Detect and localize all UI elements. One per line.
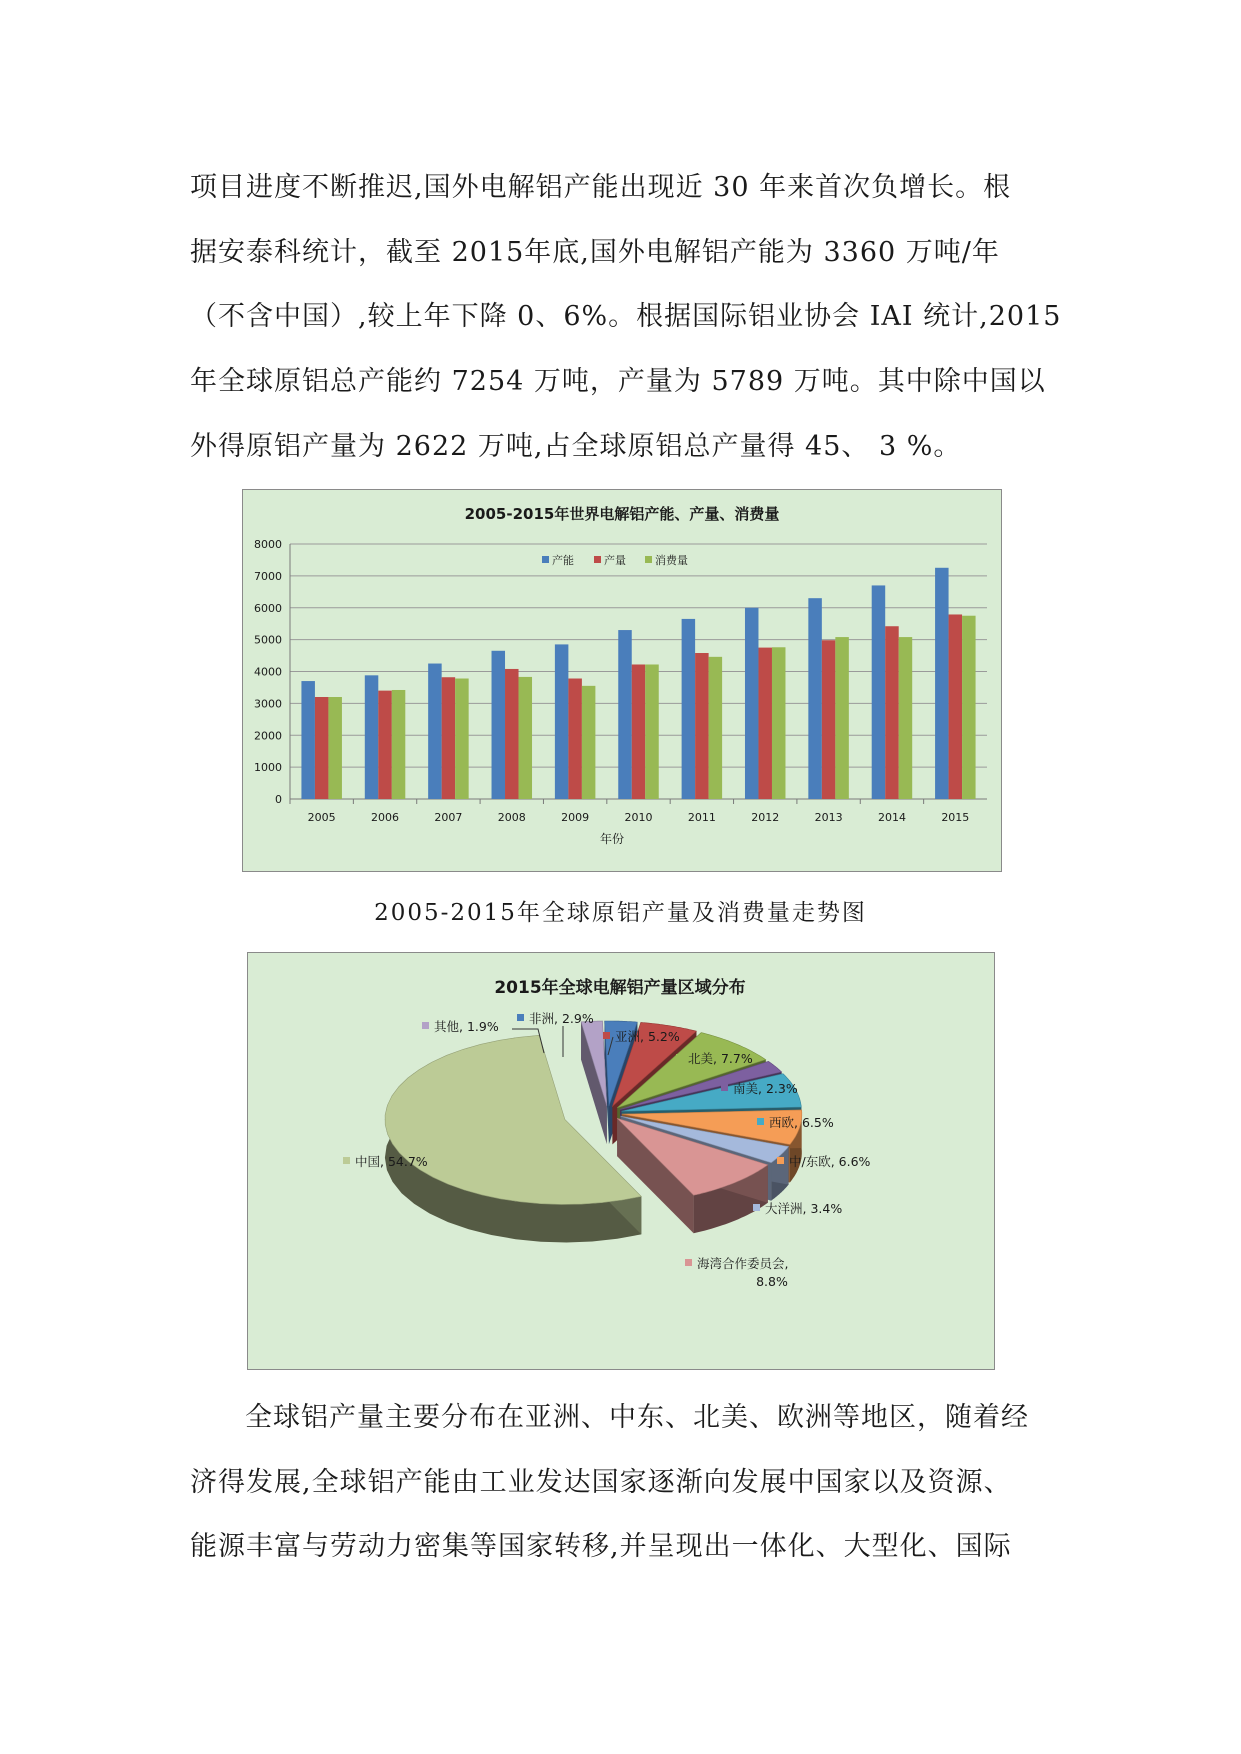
bar-消费量-2015	[962, 616, 976, 799]
pie-label: 南美, 2.3%	[733, 1081, 798, 1096]
bar-产能-2009	[555, 644, 569, 799]
bar-消费量-2011	[709, 657, 723, 799]
pie-label-swatch	[676, 1054, 683, 1061]
chart-title: 2005-2015年世界电解铝产能、产量、消费量	[464, 505, 780, 523]
x-tick-label: 2014	[877, 811, 906, 824]
legend-swatch	[594, 556, 601, 563]
bar-产量-2007	[442, 677, 456, 799]
bar-消费量-2009	[582, 686, 596, 799]
x-tick-label: 2008	[497, 811, 526, 824]
paragraph-line: 年全球原铝总产能约 7254 万吨，产量为 5789 万吨。其中除中国以	[190, 366, 1046, 397]
legend-label: 产量	[604, 554, 626, 567]
figure-caption: 2005-2015年全球原铝产量及消费量走势图	[374, 900, 867, 926]
legend-label: 消费量	[655, 554, 688, 567]
pie-label-swatch	[603, 1032, 610, 1039]
bar-产量-2006	[378, 691, 392, 799]
paragraph-line: 据安泰科统计，截至 2015年底,国外电解铝产能为 3360 万吨/年	[190, 237, 1000, 268]
x-tick-label: 2007	[434, 811, 463, 824]
y-tick-label: 0	[275, 793, 282, 806]
y-tick-label: 3000	[254, 697, 282, 711]
bar-产量-2014	[885, 626, 899, 799]
pie-label: 其他, 1.9%	[434, 1019, 499, 1034]
paragraph-line: 济得发展,全球铝产能由工业发达国家逐渐向发展中国家以及资源、	[190, 1467, 1012, 1498]
x-tick-label: 2005	[307, 811, 336, 824]
pie-chart	[247, 952, 995, 1370]
chart-title: 2015年全球电解铝产量区域分布	[494, 978, 746, 998]
bar-产量-2010	[632, 664, 646, 799]
bar-产量-2012	[758, 648, 772, 799]
pie-label: 大洋洲, 3.4%	[765, 1201, 843, 1216]
pie-label-swatch	[757, 1118, 764, 1125]
pie-label: 中/东欧, 6.6%	[789, 1154, 871, 1169]
pie-label-swatch	[685, 1259, 692, 1266]
bar-产量-2008	[505, 669, 518, 799]
paragraph-line: 全球铝产量主要分布在亚洲、中东、北美、欧洲等地区，随着经	[245, 1402, 1029, 1433]
paragraph-line: 外得原铝产量为 2622 万吨,占全球原铝总产量得 45、 3 %。	[190, 431, 962, 462]
y-tick-label: 5000	[254, 633, 282, 647]
bar-产能-2015	[935, 568, 949, 799]
x-tick-label: 2015	[941, 811, 970, 824]
y-tick-label: 7000	[254, 569, 282, 583]
pie-label-swatch	[343, 1157, 350, 1164]
pie-chart-canvas	[248, 953, 994, 1369]
bar-产量-2011	[695, 653, 709, 799]
pie-label: 北美, 7.7%	[688, 1051, 753, 1066]
pie-label-swatch	[517, 1014, 524, 1021]
bar-chart	[242, 489, 1002, 872]
bar-产量-2013	[822, 640, 836, 799]
bar-消费量-2014	[899, 637, 913, 799]
legend-swatch	[645, 556, 652, 563]
bar-产量-2009	[568, 679, 582, 799]
y-tick-label: 1000	[254, 761, 282, 775]
paragraph-line: 项目进度不断推迟,国外电解铝产能出现近 30 年来首次负增长。根	[190, 172, 1012, 203]
bar-消费量-2013	[835, 637, 849, 799]
bar-chart-canvas	[243, 490, 1001, 871]
y-tick-label: 8000	[254, 538, 282, 551]
bar-产能-2006	[365, 675, 379, 799]
bar-产能-2011	[682, 619, 696, 799]
pie-label: 亚洲, 5.2%	[615, 1029, 680, 1044]
bar-产能-2014	[872, 585, 886, 799]
y-tick-label: 6000	[254, 601, 282, 615]
pie-label: 西欧, 6.5%	[769, 1115, 834, 1130]
x-tick-label: 2006	[371, 811, 400, 824]
pie-label: 海湾合作委员会,	[697, 1256, 789, 1271]
pie-label: 非洲, 2.9%	[529, 1011, 594, 1026]
y-tick-label: 4000	[254, 665, 282, 679]
paragraph-line: 能源丰富与劳动力密集等国家转移,并呈现出一体化、大型化、国际	[190, 1531, 1012, 1562]
bar-产能-2010	[618, 630, 632, 799]
bar-消费量-2006	[392, 690, 406, 799]
bar-消费量-2010	[645, 664, 659, 799]
bar-产能-2013	[808, 598, 822, 799]
bar-消费量-2008	[519, 677, 533, 799]
paragraph-line: （不含中国）,较上年下降 0、6%。根据国际铝业协会 IAI 统计,2015	[190, 301, 1062, 332]
x-tick-label: 2013	[814, 811, 843, 824]
x-tick-label: 2009	[561, 811, 590, 824]
legend-swatch	[542, 556, 549, 563]
bar-产能-2005	[301, 681, 315, 799]
pie-label-swatch	[721, 1084, 728, 1091]
pie-label: 中国, 54.7%	[355, 1154, 428, 1169]
bar-产能-2008	[492, 651, 506, 799]
pie-label-value: 8.8%	[756, 1274, 788, 1289]
bar-产量-2015	[949, 614, 963, 799]
pie-label-swatch	[422, 1022, 429, 1029]
pie-label-swatch	[777, 1157, 784, 1164]
bar-消费量-2007	[455, 679, 469, 799]
x-tick-label: 2011	[687, 811, 716, 824]
bar-产能-2012	[745, 608, 759, 799]
bar-产量-2005	[315, 697, 329, 799]
bar-产能-2007	[428, 664, 442, 799]
x-tick-label: 2010	[624, 811, 653, 824]
pie-label-swatch	[753, 1204, 760, 1211]
bar-消费量-2012	[772, 647, 786, 799]
x-axis-label: 年份	[599, 832, 625, 846]
x-tick-label: 2012	[751, 811, 780, 824]
legend-label: 产能	[552, 554, 574, 567]
y-tick-label: 2000	[254, 729, 282, 743]
bar-消费量-2005	[328, 697, 342, 799]
